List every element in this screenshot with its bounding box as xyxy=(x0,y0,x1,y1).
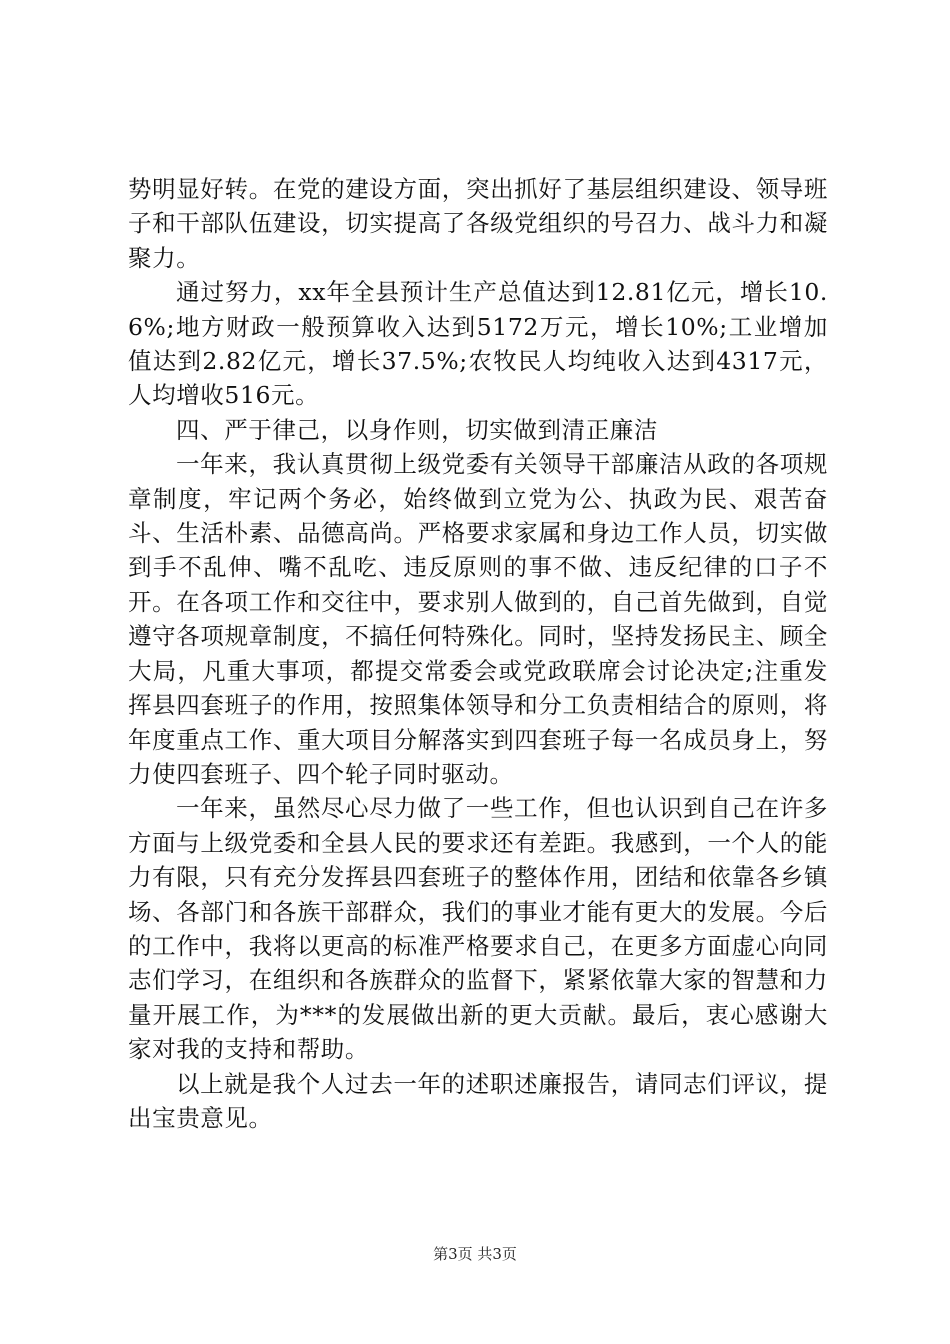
page-number-footer: 第3页 共3页 xyxy=(433,1245,517,1263)
paragraph-continued-party-building: 势明显好转。在党的建设方面，突出抓好了基层组织建设、领导班子和干部队伍建设，切实提高了各级党组织的号召力、战斗力和凝聚力。 xyxy=(128,175,828,272)
paragraph-economic-results: 通过努力，xx年全县预计生产总值达到12.81亿元，增长10.6%;地方财政一般预算收入达到5172万元，增长10%;工业增加值达到2.82亿元，增长37.5%;农牧民人均纯收入达到4317元，人均增收516元。 xyxy=(128,278,828,410)
document-body xyxy=(128,172,828,1135)
paragraph-shortcomings: 一年来，虽然尽心尽力做了一些工作，但也认识到自己在许多方面与上级党委和全县人民的要求还有差距。我感到，一个人的能力有限，只有充分发挥县四套班子的整体作用，团结和依靠各乡镇场、各部门和各族干部群众，我们的事业才能有更大的发展。今后的工作中，我将以更高的标准严格要求自己，在更多方面虚心向同志们学习，在组织和各族群众的监督下，紧紧依靠大家的智慧和力量开展工作，为***的发展做出新的更大贡献。最后，衷心感谢大家对我的支持和帮助。 xyxy=(128,794,828,1064)
paragraph-closing: 以上就是我个人过去一年的述职述廉报告，请同志们评议，提出宝贵意见。 xyxy=(128,1069,828,1132)
paragraph-integrity: 一年来，我认真贯彻上级党委有关领导干部廉洁从政的各项规章制度，牢记两个务必，始终做到立党为公、执政为民、艰苦奋斗、生活朴素、品德高尚。严格要求家属和身边工作人员，切实做到手不乱伸、嘴不乱吃、违反原则的事不做、违反纪律的口子不开。在各项工作和交往中，要求别人做到的，自己首先做到，自觉遵守各项规章制度，不搞任何特殊化。同时，坚持发扬民主、顾全大局，凡重大事项，都提交常委会或党政联席会讨论决定;注重发挥县四套班子的作用，按照集体领导和分工负责相结合的原则，将年度重点工作、重大项目分解落实到四套班子每一名成员身上，努力使四套班子、四个轮子同时驱动。 xyxy=(128,450,828,788)
section-heading-self-discipline: 四、严于律己，以身作则，切实做到清正廉洁 xyxy=(176,415,658,444)
